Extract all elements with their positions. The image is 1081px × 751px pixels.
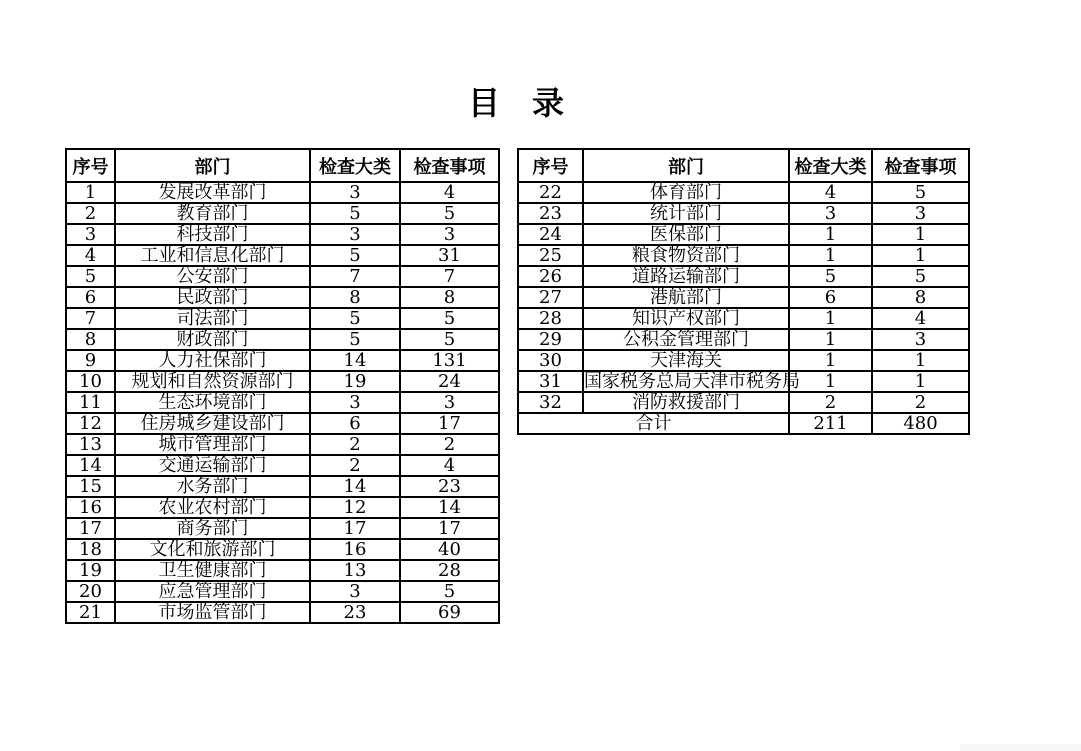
table-cell: 3 xyxy=(872,329,969,350)
table-cell: 23 xyxy=(518,203,583,224)
table-cell: 卫生健康部门 xyxy=(115,560,310,581)
table-cell: 19 xyxy=(310,371,400,392)
table-cell: 科技部门 xyxy=(115,224,310,245)
table-cell: 9 xyxy=(66,350,115,371)
table-cell: 1 xyxy=(789,224,872,245)
table-cell: 5 xyxy=(872,182,969,203)
table-cell: 交通运输部门 xyxy=(115,455,310,476)
table-cell: 知识产权部门 xyxy=(583,308,789,329)
table-cell: 28 xyxy=(400,560,499,581)
table-cell: 8 xyxy=(310,287,400,308)
table-cell: 17 xyxy=(310,518,400,539)
table-cell: 17 xyxy=(66,518,115,539)
table-cell: 11 xyxy=(66,392,115,413)
table-cell: 28 xyxy=(518,308,583,329)
table-cell: 5 xyxy=(66,266,115,287)
column-header: 序号 xyxy=(66,149,115,182)
table-cell: 1 xyxy=(66,182,115,203)
table-cell: 3 xyxy=(66,224,115,245)
table-cell: 14 xyxy=(66,455,115,476)
table-row xyxy=(66,308,499,329)
table-cell: 19 xyxy=(66,560,115,581)
table-cell: 12 xyxy=(66,413,115,434)
table-row xyxy=(66,434,499,455)
table-cell: 文化和旅游部门 xyxy=(115,539,310,560)
table-cell: 6 xyxy=(66,287,115,308)
table-cell: 消防救援部门 xyxy=(583,392,789,413)
column-header: 部门 xyxy=(583,149,789,182)
table-cell: 7 xyxy=(66,308,115,329)
table-cell: 市场监管部门 xyxy=(115,602,310,623)
table-row xyxy=(66,245,499,266)
table-cell: 港航部门 xyxy=(583,287,789,308)
table-cell: 水务部门 xyxy=(115,476,310,497)
table-cell: 3 xyxy=(310,392,400,413)
table-cell: 27 xyxy=(518,287,583,308)
table-row xyxy=(518,203,969,224)
table-cell: 公积金管理部门 xyxy=(583,329,789,350)
toc-table-right xyxy=(517,148,970,435)
table-row xyxy=(66,287,499,308)
column-header: 检查事项 xyxy=(872,149,969,182)
table-row xyxy=(518,350,969,371)
table-row xyxy=(66,581,499,602)
table-cell: 2 xyxy=(872,392,969,413)
table-row xyxy=(66,392,499,413)
table-cell: 23 xyxy=(400,476,499,497)
table-row xyxy=(518,308,969,329)
toc-table-left xyxy=(65,148,500,624)
table-row xyxy=(518,371,969,392)
column-header: 检查大类 xyxy=(789,149,872,182)
table-row xyxy=(518,287,969,308)
column-header: 检查事项 xyxy=(400,149,499,182)
table-cell: 7 xyxy=(400,266,499,287)
table-cell: 12 xyxy=(310,497,400,518)
table-cell: 8 xyxy=(66,329,115,350)
table-cell: 1 xyxy=(872,224,969,245)
table-row xyxy=(66,182,499,203)
table-cell: 财政部门 xyxy=(115,329,310,350)
table-cell: 发展改革部门 xyxy=(115,182,310,203)
total-label-cell: 合计 xyxy=(518,413,789,434)
table-cell: 5 xyxy=(310,329,400,350)
table-cell: 1 xyxy=(789,308,872,329)
total-value-cell: 480 xyxy=(872,413,969,434)
table-cell: 3 xyxy=(400,392,499,413)
table-cell: 1 xyxy=(789,350,872,371)
table-cell: 6 xyxy=(789,287,872,308)
table-cell: 4 xyxy=(789,182,872,203)
table-cell: 司法部门 xyxy=(115,308,310,329)
table-cell: 3 xyxy=(872,203,969,224)
table-cell: 16 xyxy=(66,497,115,518)
table-cell: 26 xyxy=(518,266,583,287)
table-row xyxy=(66,266,499,287)
table-cell: 20 xyxy=(66,581,115,602)
table-cell: 5 xyxy=(872,266,969,287)
table-row xyxy=(66,350,499,371)
table-cell: 32 xyxy=(518,392,583,413)
table-row xyxy=(66,329,499,350)
table-cell: 1 xyxy=(789,371,872,392)
table-cell: 商务部门 xyxy=(115,518,310,539)
table-cell: 5 xyxy=(400,329,499,350)
table-cell: 14 xyxy=(310,476,400,497)
table-cell: 工业和信息化部门 xyxy=(115,245,310,266)
table-cell: 31 xyxy=(518,371,583,392)
table-cell: 31 xyxy=(400,245,499,266)
table-row xyxy=(66,413,499,434)
table-row xyxy=(518,245,969,266)
table-cell: 1 xyxy=(872,350,969,371)
table-cell: 3 xyxy=(310,581,400,602)
column-header: 部门 xyxy=(115,149,310,182)
table-cell: 道路运输部门 xyxy=(583,266,789,287)
table-cell: 18 xyxy=(66,539,115,560)
table-cell: 2 xyxy=(310,455,400,476)
table-cell: 农业农村部门 xyxy=(115,497,310,518)
table-cell: 6 xyxy=(310,413,400,434)
table-cell: 体育部门 xyxy=(583,182,789,203)
table-cell: 2 xyxy=(66,203,115,224)
table-cell: 生态环境部门 xyxy=(115,392,310,413)
table-cell: 22 xyxy=(518,182,583,203)
table-cell: 4 xyxy=(872,308,969,329)
table-cell: 统计部门 xyxy=(583,203,789,224)
table-cell: 4 xyxy=(400,182,499,203)
table-row xyxy=(66,455,499,476)
table-cell: 3 xyxy=(789,203,872,224)
table-cell: 17 xyxy=(400,413,499,434)
table-row xyxy=(66,476,499,497)
table-cell: 应急管理部门 xyxy=(115,581,310,602)
table-cell: 14 xyxy=(400,497,499,518)
table-cell: 民政部门 xyxy=(115,287,310,308)
table-header-row xyxy=(66,149,499,182)
table-cell: 1 xyxy=(872,245,969,266)
table-header-row xyxy=(518,149,969,182)
table-cell: 69 xyxy=(400,602,499,623)
horizontal-scrollbar-track[interactable] xyxy=(960,744,1081,751)
table-row xyxy=(66,497,499,518)
table-row xyxy=(518,392,969,413)
table-cell: 规划和自然资源部门 xyxy=(115,371,310,392)
table-cell: 医保部门 xyxy=(583,224,789,245)
table-cell: 5 xyxy=(400,203,499,224)
table-cell: 29 xyxy=(518,329,583,350)
table-cell: 16 xyxy=(310,539,400,560)
table-cell: 5 xyxy=(310,245,400,266)
table-row xyxy=(518,224,969,245)
table-row xyxy=(66,602,499,623)
table-cell: 10 xyxy=(66,371,115,392)
table-cell: 13 xyxy=(66,434,115,455)
table-cell: 2 xyxy=(310,434,400,455)
table-cell: 住房城乡建设部门 xyxy=(115,413,310,434)
table-cell: 1 xyxy=(789,329,872,350)
table-row xyxy=(66,560,499,581)
table-cell: 1 xyxy=(872,371,969,392)
table-cell: 教育部门 xyxy=(115,203,310,224)
table-cell: 15 xyxy=(66,476,115,497)
table-cell: 14 xyxy=(310,350,400,371)
table-cell: 粮食物资部门 xyxy=(583,245,789,266)
column-header: 检查大类 xyxy=(310,149,400,182)
table-cell: 5 xyxy=(400,581,499,602)
table-row xyxy=(518,329,969,350)
table-row xyxy=(66,224,499,245)
table-cell: 8 xyxy=(400,287,499,308)
page-title: 目 录 xyxy=(467,84,564,122)
table-cell: 25 xyxy=(518,245,583,266)
table-cell: 天津海关 xyxy=(583,350,789,371)
table-cell: 23 xyxy=(310,602,400,623)
total-row xyxy=(518,413,969,434)
table-cell: 人力社保部门 xyxy=(115,350,310,371)
table-cell: 17 xyxy=(400,518,499,539)
total-value-cell: 211 xyxy=(789,413,872,434)
table-row xyxy=(66,371,499,392)
table-row xyxy=(66,203,499,224)
table-row xyxy=(518,266,969,287)
table-cell: 5 xyxy=(310,203,400,224)
table-row xyxy=(518,182,969,203)
table-cell: 公安部门 xyxy=(115,266,310,287)
table-cell: 5 xyxy=(789,266,872,287)
table-cell: 4 xyxy=(400,455,499,476)
table-cell: 30 xyxy=(518,350,583,371)
table-cell: 3 xyxy=(400,224,499,245)
table-cell: 5 xyxy=(400,308,499,329)
table-cell: 24 xyxy=(518,224,583,245)
table-row xyxy=(66,539,499,560)
table-cell: 131 xyxy=(400,350,499,371)
table-cell: 8 xyxy=(872,287,969,308)
table-cell: 13 xyxy=(310,560,400,581)
table-cell: 2 xyxy=(400,434,499,455)
table-cell: 4 xyxy=(66,245,115,266)
table-cell: 1 xyxy=(789,245,872,266)
table-cell: 40 xyxy=(400,539,499,560)
table-cell: 城市管理部门 xyxy=(115,434,310,455)
table-row xyxy=(66,518,499,539)
table-cell: 7 xyxy=(310,266,400,287)
table-cell: 21 xyxy=(66,602,115,623)
column-header: 序号 xyxy=(518,149,583,182)
table-cell: 24 xyxy=(400,371,499,392)
table-cell: 3 xyxy=(310,224,400,245)
table-cell: 2 xyxy=(789,392,872,413)
table-cell: 国家税务总局天津市税务局 xyxy=(584,370,800,392)
table-cell: 5 xyxy=(310,308,400,329)
table-cell: 3 xyxy=(310,182,400,203)
